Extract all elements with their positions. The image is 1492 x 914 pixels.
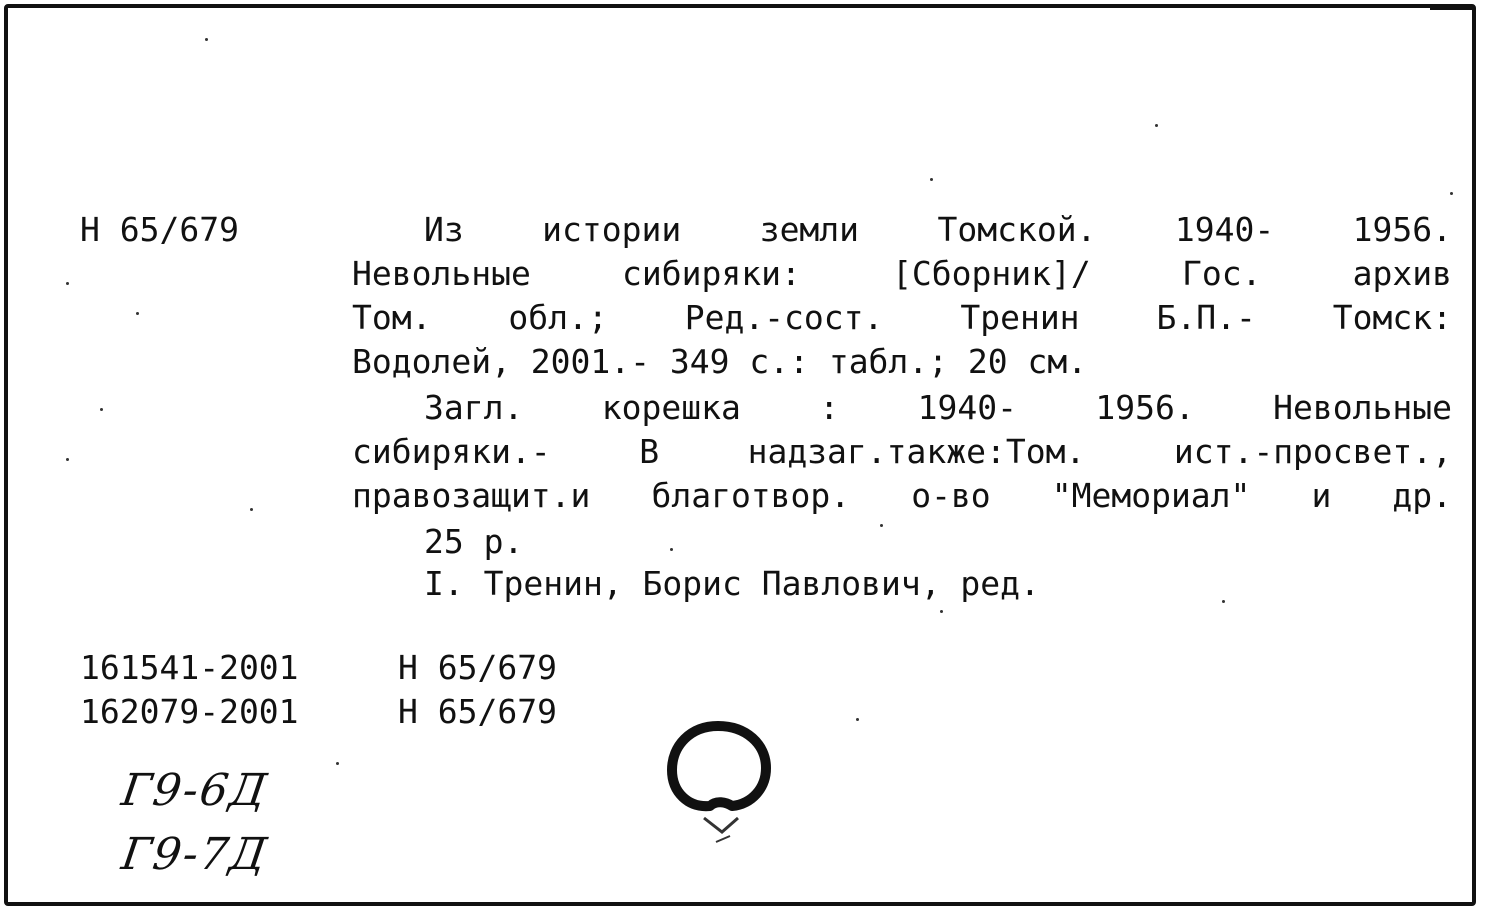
scan-speck — [856, 718, 859, 721]
note-line: Загл. корешка : 1940- 1956. Невольные — [424, 388, 1452, 427]
holding-shelfmark: Н 65/679 — [398, 692, 557, 731]
scan-speck — [100, 408, 103, 411]
scan-speck — [1155, 124, 1158, 127]
scan-speck — [136, 312, 139, 315]
handwritten-code: Г9-7Д — [118, 829, 272, 880]
scan-speck — [940, 610, 943, 613]
scan-speck — [66, 458, 69, 461]
entry-line: Невольные сибиряки: [Сборник]/ Гос. архив — [352, 254, 1452, 293]
inventory-number: 161541-2001 — [80, 648, 299, 687]
scan-speck — [670, 548, 673, 551]
note-line: сибиряки.- В надзаг.также:Том. ист.-просвет., — [352, 432, 1452, 471]
scan-speck — [930, 178, 933, 181]
entry-line: Из истории земли Томской. 1940- 1956. — [424, 210, 1452, 249]
inventory-number: 162079-2001 — [80, 692, 299, 731]
shelfmark: Н 65/679 — [80, 210, 239, 249]
scan-speck — [1222, 600, 1225, 603]
scan-speck — [250, 508, 253, 511]
holding-shelfmark: Н 65/679 — [398, 648, 557, 687]
price: 25 р. — [424, 522, 524, 561]
scan-speck — [1450, 192, 1453, 195]
scan-speck — [205, 38, 208, 41]
corner-mark — [1430, 6, 1472, 10]
added-entry: I. Тренин, Борис Павлович, ред. — [424, 564, 1040, 603]
note-line: правозащит.и благотвор. о-во "Мемориал" и др. — [352, 476, 1452, 515]
circle-stamp-icon — [660, 718, 780, 868]
handwritten-code: Г9-6Д — [118, 765, 272, 816]
entry-line: Водолей, 2001.- 349 с.: табл.; 20 см. — [352, 342, 1088, 381]
scan-speck — [880, 524, 883, 527]
scan-speck — [66, 282, 69, 285]
entry-line: Том. обл.; Ред.-сост. Тренин Б.П.- Томск: — [352, 298, 1452, 337]
scan-speck — [336, 762, 339, 765]
